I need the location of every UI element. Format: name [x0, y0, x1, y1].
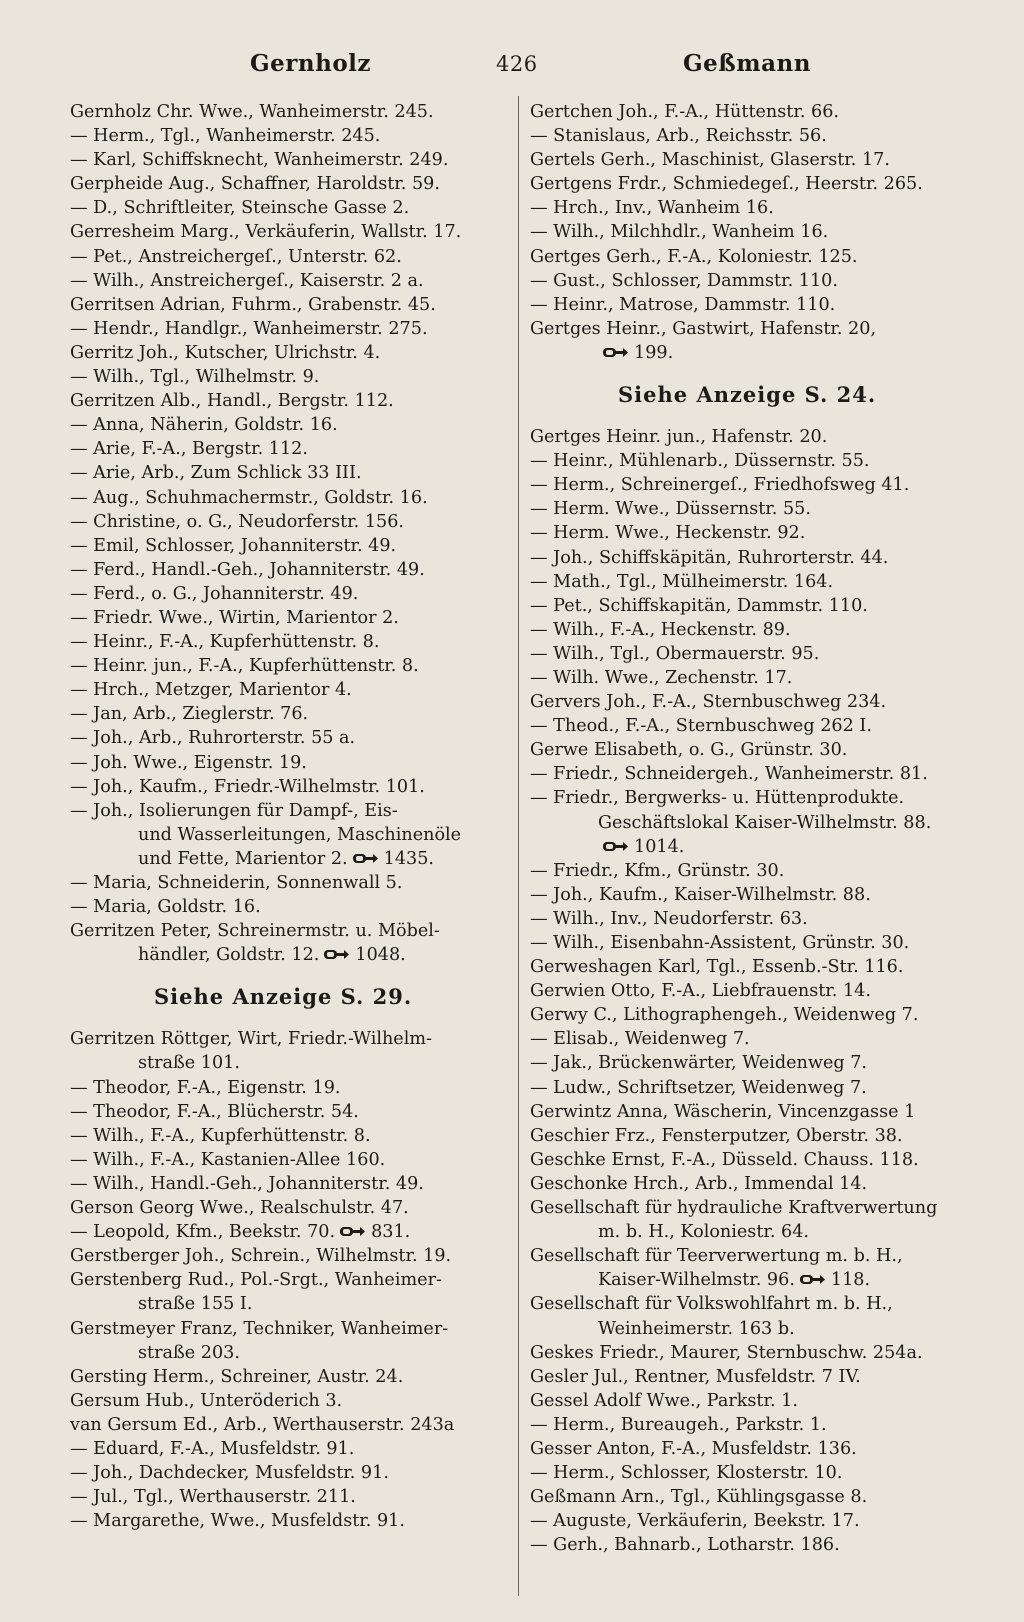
directory-entry — [530, 1389, 970, 1413]
directory-entry — [70, 606, 508, 630]
directory-entry — [70, 461, 508, 485]
entry-text: — Friedr., Kfm., Grünstr. 30. — [530, 860, 785, 881]
directory-entry — [70, 100, 508, 124]
directory-entry — [530, 738, 970, 762]
entry-text: Kaiser-Wilhelmstr. 96. — [598, 1270, 795, 1291]
directory-entry — [70, 919, 508, 943]
directory-entry — [70, 341, 508, 365]
entry-text: — Joh., Arb., Ruhrorterstr. 55 a. — [70, 728, 356, 749]
directory-entry — [70, 437, 508, 461]
directory-entry — [530, 1003, 970, 1027]
entry-text: Gertgens Frdr., Schmiedegeſ., Heerstr. 265. — [530, 174, 923, 195]
entry-text: Siehe Anzeige S. 29. — [154, 984, 413, 1010]
directory-entry — [70, 943, 508, 967]
directory-entry — [530, 425, 970, 449]
directory-entry — [70, 148, 508, 172]
directory-entry — [70, 751, 508, 775]
directory-entry — [530, 1533, 970, 1557]
directory-entry — [530, 907, 970, 931]
telephone-icon — [602, 840, 629, 853]
phone-number: 1014. — [634, 836, 685, 857]
directory-entry — [70, 726, 508, 750]
entry-text: Gersum Hub., Unteröderich 3. — [70, 1390, 343, 1411]
directory-entry — [70, 1317, 508, 1341]
entry-text: Gerwe Elisabeth, o. G., Grünstr. 30. — [530, 740, 848, 761]
entry-text: — Ferd., Handl.-Geh., Johanniterstr. 49. — [70, 559, 425, 580]
entry-text: — Stanislaus, Arb., Reichsstr. 56. — [530, 126, 827, 147]
entry-text: und Wasserleitungen, Maschinenöle — [138, 824, 462, 845]
entry-text: Gertels Gerh., Maschinist, Glaserstr. 17. — [530, 150, 890, 171]
advertisement-reference — [530, 365, 970, 425]
entry-text: — Wilh., F.-A., Heckenstr. 89. — [530, 619, 791, 640]
directory-entry — [70, 1365, 508, 1389]
entry-text: — Theodor, F.-A., Eigenstr. 19. — [70, 1077, 341, 1098]
directory-entry — [70, 1461, 508, 1485]
telephone-icon — [339, 1225, 366, 1238]
directory-entry — [70, 895, 508, 919]
entry-text: — Leopold, Kfm., Beekstr. 70. — [70, 1222, 336, 1243]
entry-text: — Karl, Schiffsknecht, Wanheimerstr. 249. — [70, 150, 449, 171]
directory-entry — [70, 172, 508, 196]
entry-text: — Elisab., Weidenweg 7. — [530, 1029, 750, 1050]
directory-entry — [70, 1389, 508, 1413]
directory-entry — [70, 1051, 508, 1075]
directory-entry — [530, 1292, 970, 1316]
entry-text: — Emil, Schlosser, Johanniterstr. 49. — [70, 535, 397, 556]
directory-entry — [530, 317, 970, 341]
page-number: 426 — [496, 52, 538, 76]
directory-entry — [530, 1172, 970, 1196]
telephone-icon — [799, 1273, 826, 1286]
directory-entry — [530, 642, 970, 666]
telephone-icon — [323, 948, 350, 961]
entry-text: — Hendr., Handlgr., Wanheimerstr. 275. — [70, 318, 428, 339]
directory-entry — [530, 786, 970, 810]
directory-entry — [70, 1341, 508, 1365]
entry-text: — Jan, Arb., Zieglerstr. 76. — [70, 704, 309, 725]
telephone-icon — [352, 852, 379, 865]
directory-entry — [70, 317, 508, 341]
entry-text: — Margarethe, Wwe., Musfeldstr. 91. — [70, 1511, 405, 1532]
entry-text: — Herm. Wwe., Heckenstr. 92. — [530, 523, 806, 544]
directory-entry — [530, 1268, 970, 1292]
directory-entry — [70, 1485, 508, 1509]
directory-entry — [530, 1365, 970, 1389]
phone-number: 1435. — [383, 848, 435, 869]
directory-entry — [70, 196, 508, 220]
entry-text: — Heinr. jun., F.-A., Kupferhüttenstr. 8. — [70, 656, 419, 677]
entry-text: Gerwintz Anna, Wäscherin, Vincenzgasse 1 — [530, 1101, 916, 1122]
entry-text: — Ludw., Schriftsetzer, Weidenweg 7. — [530, 1077, 867, 1098]
entry-text: — D., Schriftleiter, Steinsche Gasse 2. — [70, 198, 410, 219]
directory-entry — [530, 1341, 970, 1365]
left-column — [70, 100, 508, 1533]
entry-text: — Jak., Brückenwärter, Weidenweg 7. — [530, 1053, 868, 1074]
entry-text: Geschke Ernst, F.-A., Düsseld. Chauss. 118. — [530, 1149, 919, 1170]
entry-text: Gertchen Joh., F.-A., Hüttenstr. 66. — [530, 102, 840, 122]
directory-entry — [530, 1100, 970, 1124]
directory-entry — [70, 365, 508, 389]
entry-text: — Wilh., F.-A., Kastanien-Allee 160. — [70, 1149, 386, 1170]
directory-entry — [530, 1509, 970, 1533]
entry-text: — Herm., Schlosser, Klosterstr. 10. — [530, 1463, 843, 1484]
entry-text: — Wilh., Milchhdlr., Wanheim 16. — [530, 222, 829, 243]
entry-text: — Theodor, F.-A., Blücherstr. 54. — [70, 1101, 359, 1122]
entry-text: Geßmann Arn., Tgl., Kühlingsgasse 8. — [530, 1487, 868, 1508]
directory-entry — [70, 558, 508, 582]
directory-entry — [70, 678, 508, 702]
entry-text: Gerritzen Peter, Schreinermstr. u. Möbel- — [70, 921, 440, 942]
entry-text: — Herm., Bureaugeh., Parkstr. 1. — [530, 1414, 827, 1435]
header-left-keyword: Gernholz — [250, 50, 371, 77]
telephone-icon — [602, 346, 629, 359]
phone-number: 199. — [634, 342, 674, 363]
entry-text: — Hrch., Inv., Wanheim 16. — [530, 198, 774, 219]
advertisement-reference — [70, 967, 508, 1027]
entry-text: — Aug., Schuhmachermstr., Goldstr. 16. — [70, 487, 428, 508]
entry-text: — Auguste, Verkäuferin, Beekstr. 17. — [530, 1511, 860, 1532]
entry-text: Gerritz Joh., Kutscher, Ulrichstr. 4. — [70, 342, 381, 363]
entry-text: Gerson Georg Wwe., Realschulstr. 47. — [70, 1198, 409, 1219]
entry-text: — Friedr., Schneidergeh., Wanheimerstr. 81. — [530, 764, 928, 785]
directory-entry — [530, 762, 970, 786]
directory-entry — [70, 510, 508, 534]
entry-text: — Gust., Schlosser, Dammstr. 110. — [530, 270, 838, 291]
entry-text: — Joh., Kaufm., Kaiser-Wilhelmstr. 88. — [530, 884, 871, 905]
header-right-keyword: Geßmann — [683, 50, 811, 77]
entry-text: Gerwien Otto, F.-A., Liebfrauenstr. 14. — [530, 981, 871, 1002]
entry-text: van Gersum Ed., Arb., Werthauserstr. 243a — [70, 1414, 455, 1435]
entry-text: — Ferd., o. G., Johanniterstr. 49. — [70, 583, 359, 604]
page-header — [0, 50, 1024, 90]
phone-number: 831. — [371, 1222, 411, 1243]
directory-entry — [70, 486, 508, 510]
entry-text: Geskes Friedr., Maurer, Sternbuschw. 254a. — [530, 1342, 923, 1363]
directory-entry — [530, 341, 970, 365]
entry-text: — Joh., Kaufm., Friedr.-Wilhelmstr. 101. — [70, 776, 425, 797]
entry-text: — Friedr., Bergwerks- u. Hüttenprodukte. — [530, 788, 905, 809]
entry-text: — Wilh., Eisenbahn-Assistent, Grünstr. 30. — [530, 933, 910, 953]
directory-entry — [530, 859, 970, 883]
directory-entry — [70, 269, 508, 293]
directory-entry — [70, 582, 508, 606]
directory-entry — [70, 654, 508, 678]
directory-entry — [70, 1509, 508, 1533]
entry-text: Gerstberger Joh., Schrein., Wilhelmstr. 19. — [70, 1246, 452, 1267]
directory-entry — [530, 1027, 970, 1051]
directory-entry — [70, 1027, 508, 1051]
directory-entry — [530, 124, 970, 148]
entry-text: — Joh. Wwe., Eigenstr. 19. — [70, 752, 307, 773]
directory-entry — [530, 883, 970, 907]
entry-text: Geschäftslokal Kaiser-Wilhelmstr. 88. — [598, 812, 932, 833]
entry-text: Gerresheim Marg., Verkäuferin, Wallstr. 17. — [70, 222, 462, 243]
entry-text: Gerpheide Aug., Schaffner, Haroldstr. 59. — [70, 174, 440, 195]
entry-text: Gerweshagen Karl, Tgl., Essenb.-Str. 116. — [530, 957, 904, 978]
directory-entry — [70, 413, 508, 437]
right-column — [530, 100, 970, 1557]
directory-entry — [70, 823, 508, 847]
entry-text: — Hrch., Metzger, Marientor 4. — [70, 680, 352, 701]
entry-text: Gertges Heinr., Gastwirt, Hafenstr. 20, — [530, 318, 877, 339]
directory-entry — [70, 245, 508, 269]
directory-entry — [530, 269, 970, 293]
entry-text: und Fette, Marientor 2. — [138, 848, 348, 869]
entry-text: Gerwy C., Lithographengeh., Weidenweg 7. — [530, 1005, 919, 1026]
directory-entry — [70, 1172, 508, 1196]
entry-text: Gertges Gerh., F.-A., Koloniestr. 125. — [530, 246, 858, 267]
directory-entry — [70, 389, 508, 413]
phone-number: 1048. — [355, 945, 406, 966]
entry-text: m. b. H., Koloniestr. 64. — [598, 1222, 810, 1243]
entry-text: — Joh., Isolierungen für Dampf-, Eis- — [70, 800, 398, 821]
directory-entry — [530, 955, 970, 979]
directory-entry — [70, 871, 508, 895]
entry-text: — Wilh., F.-A., Kupferhüttenstr. 8. — [70, 1125, 371, 1146]
entry-text: Gerritzen Röttger, Wirt, Friedr.-Wilhelm- — [70, 1029, 432, 1050]
entry-text: straße 101. — [138, 1053, 240, 1074]
directory-entry — [70, 1220, 508, 1244]
directory-entry — [70, 1244, 508, 1268]
entry-text: — Math., Tgl., Mülheimerstr. 164. — [530, 571, 834, 592]
entry-text: Gerritzen Alb., Handl., Bergstr. 112. — [70, 391, 394, 412]
directory-entry — [530, 931, 970, 955]
entry-text: — Arie, Arb., Zum Schlick 33 III. — [70, 463, 362, 484]
directory-entry — [70, 630, 508, 654]
entry-text: — Pet., Anstreichergeſ., Unterstr. 62. — [70, 246, 402, 267]
directory-entry — [70, 1124, 508, 1148]
entry-text: — Heinr., Mühlenarb., Düssernstr. 55. — [530, 451, 870, 472]
entry-text: händler, Goldstr. 12. — [138, 945, 320, 966]
entry-text: Gersting Herm., Schreiner, Austr. 24. — [70, 1366, 404, 1387]
directory-entry — [530, 293, 970, 317]
directory-entry — [70, 1076, 508, 1100]
entry-text: — Heinr., F.-A., Kupferhüttenstr. 8. — [70, 632, 380, 653]
directory-entry — [530, 1461, 970, 1485]
directory-entry — [70, 1268, 508, 1292]
entry-text: Gesellschaft für Volkswohlfahrt m. b. H., — [530, 1294, 893, 1315]
column-divider — [518, 96, 519, 1596]
entry-text: — Maria, Goldstr. 16. — [70, 897, 261, 918]
entry-text: — Wilh., Tgl., Obermauerstr. 95. — [530, 643, 820, 664]
directory-entry — [530, 570, 970, 594]
directory-entry — [530, 1124, 970, 1148]
directory-entry — [530, 666, 970, 690]
directory-entry — [530, 1413, 970, 1437]
entry-text: Gerstmeyer Franz, Techniker, Wanheimer- — [70, 1318, 449, 1339]
entry-text: — Wilh., Handl.-Geh., Johanniterstr. 49. — [70, 1173, 424, 1194]
entry-text: Gervers Joh., F.-A., Sternbuschweg 234. — [530, 692, 887, 713]
entry-text: — Herm. Wwe., Düssernstr. 55. — [530, 499, 811, 520]
entry-text: — Herm., Schreinergeſ., Friedhofsweg 41. — [530, 475, 910, 496]
directory-entry — [530, 1051, 970, 1075]
entry-text: Gesser Anton, F.-A., Musfeldstr. 136. — [530, 1438, 857, 1459]
directory-entry — [530, 521, 970, 545]
directory-entry — [530, 811, 970, 835]
directory-entry — [530, 1437, 970, 1461]
entry-text: — Joh., Dachdecker, Musfeldstr. 91. — [70, 1463, 389, 1484]
entry-text: straße 203. — [138, 1342, 240, 1363]
entry-text: — Joh., Schiffskäpitän, Ruhrorterstr. 44. — [530, 547, 889, 568]
entry-text: straße 155 I. — [138, 1294, 253, 1315]
directory-entry — [530, 1485, 970, 1509]
entry-text: Gesellschaft für hydrauliche Kraftverwertung — [530, 1198, 938, 1219]
entry-text: — Maria, Schneiderin, Sonnenwall 5. — [70, 873, 403, 893]
directory-entry — [530, 245, 970, 269]
directory-entry — [530, 196, 970, 220]
directory-entry — [530, 1148, 970, 1172]
entry-text: — Wilh. Wwe., Zechenstr. 17. — [530, 667, 793, 688]
directory-entry — [70, 1196, 508, 1220]
directory-entry — [530, 497, 970, 521]
directory-entry — [530, 172, 970, 196]
directory-entry — [530, 714, 970, 738]
directory-entry — [530, 1076, 970, 1100]
entry-text: Gessel Adolf Wwe., Parkstr. 1. — [530, 1390, 798, 1411]
entry-text: Geschier Frz., Fensterputzer, Oberstr. 38. — [530, 1125, 903, 1146]
entry-text: — Eduard, F.-A., Musfeldstr. 91. — [70, 1438, 355, 1459]
entry-text: — Arie, F.-A., Bergstr. 112. — [70, 439, 308, 460]
entry-text: Gernholz Chr. Wwe., Wanheimerstr. 245. — [70, 102, 434, 122]
directory-entry — [70, 847, 508, 871]
entry-text: — Pet., Schiffskapitän, Dammstr. 110. — [530, 595, 868, 616]
directory-entry — [70, 1413, 508, 1437]
directory-entry — [530, 546, 970, 570]
directory-entry — [70, 1148, 508, 1172]
entry-text: Siehe Anzeige S. 24. — [618, 382, 877, 408]
directory-entry — [70, 799, 508, 823]
entry-text: Geschonke Hrch., Arb., Immendal 14. — [530, 1173, 868, 1194]
directory-entry — [530, 148, 970, 172]
entry-text: — Theod., F.-A., Sternbuschweg 262 I. — [530, 716, 872, 737]
phone-number: 118. — [830, 1270, 871, 1291]
entry-text: — Wilh., Inv., Neudorferstr. 63. — [530, 908, 808, 929]
directory-entry — [530, 979, 970, 1003]
directory-entry — [530, 835, 970, 859]
entry-text: — Jul., Tgl., Werthauserstr. 211. — [70, 1487, 356, 1508]
directory-entry — [530, 594, 970, 618]
entry-text: Gertges Heinr. jun., Hafenstr. 20. — [530, 427, 828, 448]
entry-text: — Herm., Tgl., Wanheimerstr. 245. — [70, 126, 381, 147]
entry-text: Weinheimerstr. 163 b. — [598, 1318, 795, 1339]
directory-entry — [530, 449, 970, 473]
directory-entry — [70, 775, 508, 799]
directory-entry — [530, 690, 970, 714]
directory-entry — [530, 1244, 970, 1268]
directory-entry — [70, 702, 508, 726]
entry-text: — Friedr. Wwe., Wirtin, Marientor 2. — [70, 607, 399, 628]
directory-entry — [70, 534, 508, 558]
directory-entry — [70, 293, 508, 317]
directory-entry — [530, 100, 970, 124]
entry-text: — Christine, o. G., Neudorferstr. 156. — [70, 511, 405, 532]
entry-text: Gerstenberg Rud., Pol.-Srgt., Wanheimer- — [70, 1270, 442, 1291]
directory-entry — [530, 220, 970, 244]
entry-text: — Wilh., Tgl., Wilhelmstr. 9. — [70, 367, 320, 388]
directory-entry — [530, 1220, 970, 1244]
directory-entry — [530, 1196, 970, 1220]
directory-entry — [530, 1317, 970, 1341]
entry-text: Gesellschaft für Teerverwertung m. b. H., — [530, 1246, 903, 1267]
entry-text: — Anna, Näherin, Goldstr. 16. — [70, 415, 338, 436]
entry-text: — Gerh., Bahnarb., Lotharstr. 186. — [530, 1535, 840, 1556]
directory-entry — [530, 473, 970, 497]
entry-text: Gesler Jul., Rentner, Musfeldstr. 7 IV. — [530, 1366, 861, 1387]
entry-text: — Heinr., Matrose, Dammstr. 110. — [530, 294, 836, 315]
directory-entry — [530, 618, 970, 642]
directory-entry — [70, 1100, 508, 1124]
directory-entry — [70, 124, 508, 148]
directory-entry — [70, 220, 508, 244]
directory-entry — [70, 1437, 508, 1461]
directory-entry — [70, 1292, 508, 1316]
entry-text: — Wilh., Anstreichergeſ., Kaiserstr. 2 a. — [70, 270, 424, 291]
entry-text: Gerritsen Adrian, Fuhrm., Grabenstr. 45. — [70, 294, 436, 315]
